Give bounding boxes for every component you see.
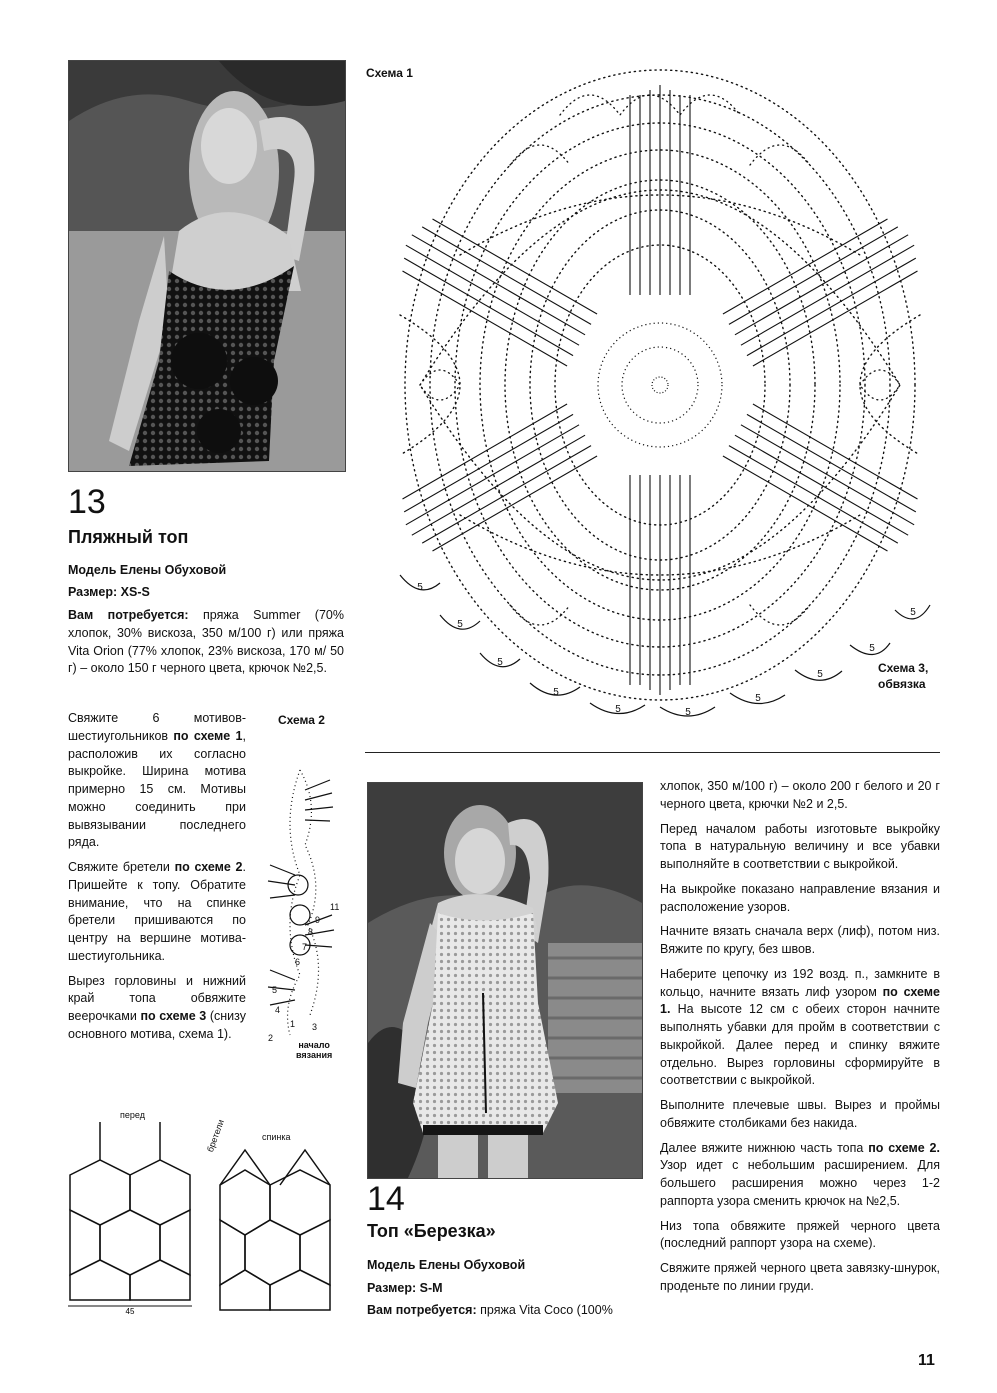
photo-birch-top <box>367 782 643 1179</box>
model-13-size-value: XS-S <box>120 585 150 599</box>
model-14-title: Топ «Березка» <box>367 1221 496 1241</box>
model-13-size <box>68 584 150 601</box>
model-14-designer: Модель Елены Обуховой <box>367 1258 526 1272</box>
scheme-2-diagram <box>260 765 345 1045</box>
model-13-number: 13 <box>68 483 106 521</box>
scheme-3-line2: обвязка <box>878 677 926 692</box>
model-14-para-4: Начните вязать сначала верх (лиф), потом низ. Вяжите по кругу, без швов. <box>660 924 940 956</box>
fan-count-8: 5 <box>817 669 823 680</box>
model-14-size <box>367 1280 443 1297</box>
fan-count-7: 5 <box>755 693 761 704</box>
model-13-p3c: (снизу основного мотива, схема 1). <box>68 1009 246 1041</box>
model-14-para-7 <box>660 1140 940 1211</box>
model-13-needs <box>68 607 344 678</box>
section-divider <box>365 752 940 753</box>
model-14-c5b: по схеме 1. <box>660 984 940 1017</box>
fan-count-6: 5 <box>685 707 691 718</box>
model-13-needs-label: Вам потребуется: <box>68 608 189 622</box>
back-label: спинка <box>262 1132 291 1142</box>
model-14-para-3: На выкройке показано направление вязания и расположение узоров. <box>660 881 940 914</box>
page-number: 11 <box>918 1352 935 1369</box>
scheme-2-num-5: 5 <box>272 985 278 995</box>
back-pattern <box>215 1140 345 1320</box>
fan-count-2: 5 <box>457 619 463 630</box>
model-14-para-1: хлопок, 350 м/100 г) – около 200 г белого и 20 г черного цвета, крючки №2 и 2,5. <box>660 779 940 811</box>
width-label: 45 <box>125 1307 135 1315</box>
scheme-2-num-6: 6 <box>295 957 301 967</box>
model-13-p3b: по схеме 3 <box>140 1009 207 1023</box>
model-14-number: 14 <box>367 1180 405 1218</box>
model-13-designer: Модель Елены Обуховой <box>68 563 227 577</box>
scheme-3-line1: Схема 3, <box>878 661 929 675</box>
model-13-para-2 <box>68 859 246 966</box>
model-14-needs-label: Вам потребуется: <box>367 1303 477 1317</box>
scheme-2-num-7: 7 <box>302 942 308 952</box>
fan-count-4: 5 <box>553 687 559 698</box>
model-14-size-value: S-M <box>419 1281 443 1295</box>
model-13-size-label: Размер: <box>68 585 118 599</box>
front-pattern <box>60 1120 210 1315</box>
model-14-para-6: Выполните плечевые швы. Вырез и проймы обвяжите столбиками без накида. <box>660 1098 940 1130</box>
model-14-para-9: Свяжите пряжей черного цвета завязку-шнурок, проденьте по линии груди. <box>660 1261 940 1293</box>
scheme-1-label: Схема 1 <box>366 66 413 80</box>
straps-label: бретели <box>205 1118 226 1154</box>
start-label-1: начало <box>298 1040 330 1050</box>
model-13-needs-text: пряжа Summer (70% хлопок, 30% вискоза, 350 м/100 г) или пряжа Vita Orion (77% хлопок, 23% вискоза, 170 м/ 50 г) – около 150 г черного цвета, крючок №2,5. <box>68 608 344 676</box>
front-label: перед <box>120 1110 145 1120</box>
model-13-p1a: Свяжите 6 мотивов-шестиугольников <box>68 711 246 743</box>
model-14-c7b: по схеме 2. <box>868 1140 940 1155</box>
model-13-p3a: Вырез горловины и нижний край топа обвяжите веерочками <box>68 973 246 1023</box>
start-label <box>296 1040 332 1061</box>
fan-count-3: 5 <box>497 657 503 668</box>
scheme-2-num-2: 2 <box>268 1033 274 1043</box>
scheme-2-num-1: 1 <box>290 1019 296 1029</box>
fan-count-9: 5 <box>869 643 875 654</box>
scheme-2-num-3: 3 <box>312 1022 318 1032</box>
scheme-2-num-9: 9 <box>315 915 321 925</box>
model-14-c7a: Далее вяжите нижнюю часть топа <box>660 1140 864 1155</box>
model-13-p2a: Свяжите бретели <box>68 860 170 874</box>
scheme-1-diagram <box>360 55 960 755</box>
model-13-p1c: , расположив их согласно выкройке. Ширина мотива примерно 15 см. Мотивы можно соединить при вывязывании последнего ряда. <box>68 728 246 850</box>
model-14-para-5 <box>660 966 940 1090</box>
model-14-instructions <box>660 778 940 1303</box>
model-14-c5c: На высоте 12 см с обеих сторон начните выполнять убавки для пройм в соответствии с выкройкой. Далее перед и спинку вяжите отдельно. Вырез горловины сформируйте в соответствии с выкройкой. <box>660 1002 940 1088</box>
model-13-instructions <box>68 710 246 1051</box>
scheme-2-num-11: 11 <box>330 902 340 912</box>
model-14-needs <box>367 1302 641 1320</box>
model-13-p2c: . Пришейте к топу. Обратите внимание, что на спинке бретели пришиваются по центру на вершине мотива-шестиугольника. <box>68 860 246 963</box>
model-14-c7c: Узор идет с небольшим расширением. Для большего расширения можно через 1-2 раппорта узора сменить крючок на №2,5. <box>660 1158 940 1208</box>
model-13-para-3 <box>68 973 246 1044</box>
model-14-needs-text: пряжа Vita Coco (100% <box>480 1303 613 1317</box>
model-14-size-label: Размер: <box>367 1281 417 1295</box>
scheme-2-label: Схема 2 <box>278 713 325 727</box>
fan-count-5: 5 <box>615 704 621 715</box>
fan-count-1: 5 <box>417 582 423 593</box>
scheme-3-label <box>878 660 928 692</box>
model-13-para-1 <box>68 710 246 852</box>
model-13-p2b: по схеме 2 <box>174 860 243 874</box>
model-13-title: Пляжный топ <box>68 527 189 547</box>
model-13-p1b: по схеме 1 <box>173 728 243 743</box>
model-14-para-8: Низ топа обвяжите пряжей черного цвета (последний раппорт узора на схеме). <box>660 1218 940 1251</box>
start-label-2: вязания <box>296 1050 333 1061</box>
model-14-c5a: Наберите цепочку из 192 возд. п., замкните в кольцо, начните вязать лиф узором <box>660 966 940 999</box>
fan-count-10: 5 <box>910 607 916 618</box>
scheme-2-num-4: 4 <box>275 1005 281 1015</box>
scheme-2-num-8: 8 <box>308 927 314 937</box>
photo-beach-top <box>68 60 346 472</box>
model-14-para-2: Перед началом работы изготовьте выкройку топа в натуральную величину и все убавки выполняйте в соответствии с выкройкой. <box>660 821 940 871</box>
